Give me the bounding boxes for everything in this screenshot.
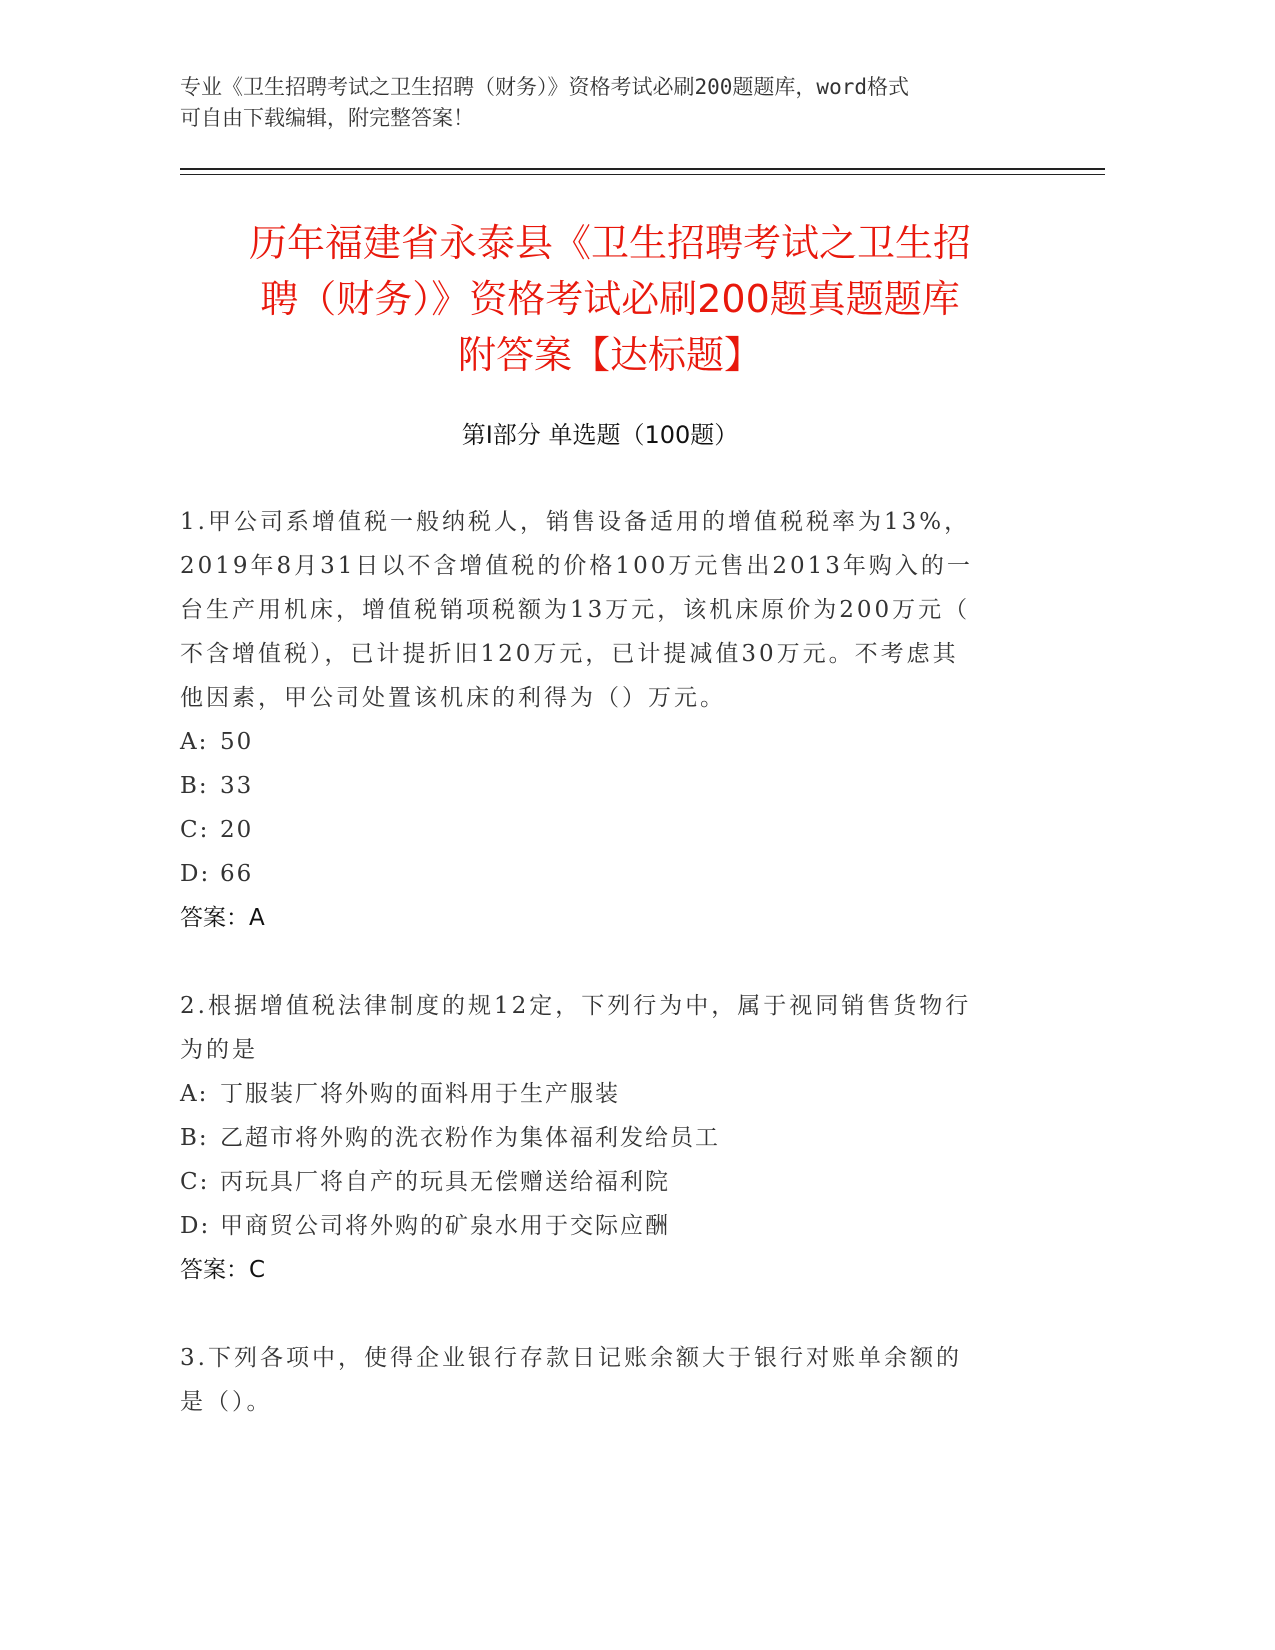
document-title-line-3: 附答案【达标题】 xyxy=(457,333,762,377)
option-letter: C: xyxy=(180,817,210,843)
question-3 xyxy=(180,1336,1030,1424)
question-3-stem xyxy=(180,1336,1030,1424)
option-text: 甲商贸公司将外购的矿泉水用于交际应酬 xyxy=(220,1213,670,1239)
option-text: 50 xyxy=(220,729,254,755)
question-list xyxy=(180,500,1030,1424)
header-note xyxy=(180,72,1060,134)
option-letter: B: xyxy=(180,773,209,799)
option-d xyxy=(180,852,1030,896)
option-text: 丁服装厂将外购的面料用于生产服装 xyxy=(220,1081,620,1107)
option-a xyxy=(180,1072,1030,1116)
question-stem-line: 2019年8月31日以不含增值税的价格100万元售出2013年购入的一 xyxy=(180,553,973,579)
question-1-stem xyxy=(180,500,1030,720)
option-letter: C: xyxy=(180,1169,210,1195)
option-text: 乙超市将外购的洗衣粉作为集体福利发给员工 xyxy=(220,1125,720,1151)
question-stem-line: 1.甲公司系增值税一般纳税人，销售设备适用的增值税税率为13%， xyxy=(180,509,971,535)
option-b xyxy=(180,764,1030,808)
option-c xyxy=(180,808,1030,852)
question-1-answer: 答案：A xyxy=(180,905,265,931)
option-d xyxy=(180,1204,1030,1248)
question-stem-line: 2.根据增值税法律制度的规12定，下列行为中，属于视同销售货物行 xyxy=(180,993,972,1019)
option-a xyxy=(180,720,1030,764)
question-stem-line: 是（）。 xyxy=(180,1389,273,1415)
header-note-line-1: 专业《卫生招聘考试之卫生招聘（财务）》资格考试必刷200题题库，word格式 xyxy=(180,75,909,99)
option-b xyxy=(180,1116,1030,1160)
question-spacer xyxy=(180,1292,1030,1336)
option-text: 66 xyxy=(220,861,254,887)
document-title-line-2: 聘（财务）》资格考试必刷200题真题题库 xyxy=(260,277,960,321)
option-text: 33 xyxy=(220,773,254,799)
question-stem-line: 为的是 xyxy=(180,1037,258,1063)
question-2 xyxy=(180,984,1030,1292)
section-title: 第Ⅰ部分 单选题（100题） xyxy=(461,421,739,449)
option-letter: B: xyxy=(180,1125,209,1151)
option-letter: A: xyxy=(180,1081,209,1107)
question-stem-line: 台生产用机床，增值税销项税额为13万元，该机床原价为200万元（ xyxy=(180,597,971,623)
document-title xyxy=(160,215,1060,383)
option-text: 丙玩具厂将自产的玩具无偿赠送给福利院 xyxy=(220,1169,670,1195)
document-title-line-1: 历年福建省永泰县《卫生招聘考试之卫生招 xyxy=(248,221,971,265)
header-divider-thick xyxy=(180,168,1105,170)
header-divider-thin xyxy=(180,174,1105,175)
question-2-stem xyxy=(180,984,1030,1072)
question-1 xyxy=(180,500,1030,940)
option-text: 20 xyxy=(220,817,254,843)
option-letter: A: xyxy=(180,729,209,755)
option-c xyxy=(180,1160,1030,1204)
question-stem-line: 不含增值税），已计提折旧120万元，已计提减值30万元。不考虑其 xyxy=(180,641,959,667)
question-stem-line: 他因素，甲公司处置该机床的利得为（）万元。 xyxy=(180,685,726,711)
header-note-line-2: 可自由下载编辑，附完整答案！ xyxy=(180,106,474,130)
question-spacer xyxy=(180,940,1030,984)
option-letter: D: xyxy=(180,1213,211,1239)
question-stem-line: 3.下列各项中，使得企业银行存款日记账余额大于银行对账单余额的 xyxy=(180,1345,962,1371)
option-letter: D: xyxy=(180,861,211,887)
question-2-answer: 答案：C xyxy=(180,1257,266,1283)
